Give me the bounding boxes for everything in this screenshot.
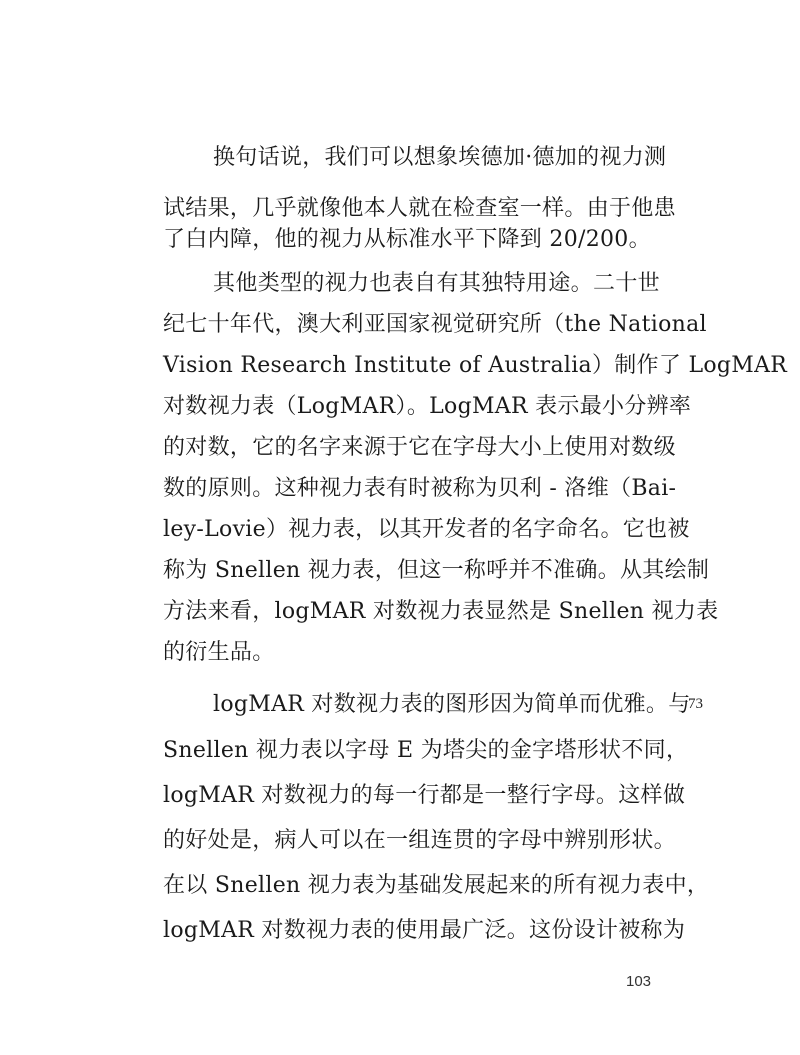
paragraph-3-line-6: logMAR 对数视力表的使用最广泛。这份设计被称为: [163, 918, 686, 943]
paragraph-3-line-1: logMAR 对数视力表的图形因为简单而优雅。与: [213, 692, 691, 717]
paragraph-2-line-6: 数的原则。这种视力表有时被称为贝利 - 洛维（Bai-: [163, 476, 677, 501]
paragraph-3-line-4: 的好处是，病人可以在一组连贯的字母中辨别形状。: [163, 828, 676, 853]
paragraph-2-line-1: 其他类型的视力也表自有其独特用途。二十世: [213, 271, 660, 296]
paragraph-1-line-3: 了白内障，他的视力从标准水平下降到 20/200。: [163, 227, 651, 252]
paragraph-1-line-1: 换句话说，我们可以想象埃德加·德加的视力测: [213, 145, 667, 170]
paragraph-2-line-3: Vision Research Institute of Australia）制作了 LogMAR: [163, 353, 788, 378]
paragraph-2-line-7: ley-Lovie）视力表，以其开发者的名字命名。它也被: [163, 517, 690, 542]
paragraph-2-line-8: 称为 Snellen 视力表，但这一称呼并不准确。从其绘制: [163, 558, 710, 583]
paragraph-3-line-5: 在以 Snellen 视力表为基础发展起来的所有视力表中，: [163, 873, 710, 898]
paragraph-2-line-5: 的对数，它的名字来源于它在字母大小上使用对数级: [163, 435, 676, 460]
paragraph-2-line-2: 纪七十年代，澳大利亚国家视觉研究所（the National: [163, 312, 707, 337]
paragraph-3-line-2: Snellen 视力表以字母 E 为塔尖的金字塔形状不同，: [163, 738, 689, 763]
margin-page-reference: 73: [688, 696, 703, 712]
page-number: 103: [626, 973, 652, 990]
paragraph-2-line-9: 方法来看，logMAR 对数视力表显然是 Snellen 视力表: [163, 599, 719, 624]
paragraph-2-line-4: 对数视力表（LogMAR）。LogMAR 表示最小分辨率: [163, 394, 692, 419]
paragraph-2-line-10: 的衍生品。: [163, 640, 275, 665]
paragraph-1-line-2: 试结果，几乎就像他本人就在检查室一样。由于他患: [163, 196, 676, 221]
paragraph-3-line-3: logMAR 对数视力的每一行都是一整行字母。这样做: [163, 783, 686, 808]
